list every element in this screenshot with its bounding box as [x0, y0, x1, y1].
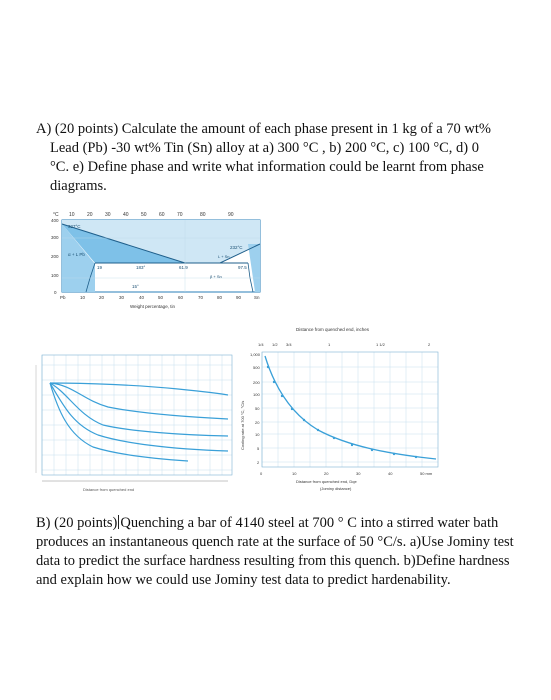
phase-x-tick: Sn	[254, 295, 260, 300]
cooling-y-tick: 100	[253, 392, 260, 397]
cooling-top-label: Distance from quenched end, inches	[296, 327, 370, 332]
phase-y-tick: 200	[51, 254, 59, 259]
phase-y-tick: 100	[51, 273, 59, 278]
eutectic-temp-label: 183°	[136, 265, 146, 270]
phase-top-tick: 90	[228, 212, 234, 218]
question-b	[36, 514, 526, 590]
cooling-point	[371, 449, 373, 451]
cooling-xlabel-2: (Jominy distance)	[320, 486, 352, 491]
phase-x-tick: 60	[178, 295, 184, 300]
phase-top-tick: 30	[105, 212, 111, 218]
beta-sn-label: β + Sn	[210, 274, 222, 279]
cooling-top-tick: 2	[428, 342, 431, 347]
cooling-y-tick: 500	[253, 365, 260, 370]
phase-top-tick: 40	[123, 212, 129, 218]
cooling-top-tick: 1/4	[258, 342, 264, 347]
phase-y-tick: 400	[51, 218, 59, 223]
cooling-point	[267, 366, 269, 368]
cooling-x-tick: 40	[388, 471, 393, 476]
cooling-point	[351, 444, 353, 446]
cooling-y-tick: 200	[253, 380, 260, 385]
cooling-x-tick: 0	[260, 471, 263, 476]
phase-top-tick: 20	[87, 212, 93, 218]
phase-x-tick: 80	[217, 295, 223, 300]
cooling-rate-curve	[265, 356, 436, 459]
question-b-line-4: and explain how we could use Jominy test data to predict hardenability.	[36, 572, 451, 588]
liquidus-left-label: 327°C	[68, 224, 81, 229]
eutectic-right-label: 97.5	[238, 265, 247, 270]
cooling-point	[317, 429, 319, 431]
cooling-y-tick: 50	[255, 406, 260, 411]
phase-top-tick: 80	[200, 212, 206, 218]
cooling-point	[303, 419, 305, 421]
cooling-xlabel: Distance from quenched end, Dqe	[296, 479, 357, 484]
phase-y-tick: 300	[51, 235, 59, 240]
cooling-x-tick: 10	[292, 471, 297, 476]
phase-top-tick: 10	[69, 212, 75, 218]
question-b-line-2: produces an instantaneous quench rate at the surface of 50 °C/s. a)Use Jominy test	[36, 534, 514, 550]
phase-x-tick: 10	[80, 295, 86, 300]
cooling-y-tick: 2	[257, 460, 260, 465]
question-a-line-4: diagrams.	[50, 178, 107, 194]
phase-x-tick: 40	[139, 295, 145, 300]
question-a-line-1: A) (20 points) Calculate the amount of each phase present in 1 kg of a 70 wt%	[36, 121, 492, 137]
liquidus-right-label: 232°C	[230, 245, 243, 250]
eutectic-left-label: 19	[97, 265, 103, 270]
cooling-point	[281, 395, 283, 397]
phase-xlabel: Weight percentage, tin	[130, 304, 175, 309]
cooling-top-tick: 1 1/2	[376, 342, 385, 347]
question-b-line-1-rest: Quenching a bar of 4140 steel at 700 ° C into a stirred water bath	[120, 515, 499, 531]
phase-x-tick: 70	[198, 295, 204, 300]
phase-top-tick: 50	[141, 212, 147, 218]
phase-top-tick: 70	[177, 212, 183, 218]
jominy-hardness-chart	[28, 345, 240, 497]
question-b-points: B) (20 points)	[36, 515, 118, 531]
cooling-left-axis-label: Cooling rate at 700 °C, °C/s	[240, 400, 245, 450]
phase-top-tick: 60	[159, 212, 165, 218]
phase-y-tick: 0	[54, 290, 57, 295]
cooling-top-tick: 1/2	[272, 342, 278, 347]
liquid-sn-label: L + Sn	[218, 254, 230, 259]
jominy-cooling-chart	[238, 322, 443, 497]
hardness-curve-2	[50, 383, 228, 419]
eutectic-point-label: 61.9	[179, 265, 188, 270]
phase-x-tick: 50	[158, 295, 164, 300]
question-a	[36, 120, 520, 196]
question-b-line-3: data to predict the surface hardness resulting from this quench. b)Define hardness	[36, 553, 510, 569]
question-a-line-2: Lead (Pb) -30 wt% Tin (Sn) alloy at a) 300 °C , b) 200 °C, c) 100 °C, d) 0	[50, 140, 479, 156]
phase-x-tick: Pb	[60, 295, 66, 300]
hardness-curve-1	[50, 383, 228, 395]
phase-x-tick: 90	[236, 295, 242, 300]
phase-diagram	[50, 206, 265, 312]
hardness-curve-5	[50, 383, 188, 461]
phase-top-tick: °C	[53, 212, 59, 218]
cooling-grid	[262, 352, 438, 467]
question-a-line-3: °C. e) Define phase and write what information could be learnt from phase	[50, 159, 484, 175]
cooling-point	[291, 408, 293, 410]
cooling-top-tick: 3/4	[286, 342, 292, 347]
bottom-temp-label: 15°	[132, 284, 139, 289]
cooling-point	[273, 381, 275, 383]
phase-x-tick: 20	[99, 295, 105, 300]
cooling-y-tick: 20	[255, 420, 260, 425]
cooling-point	[415, 456, 417, 458]
cooling-x-tick: 30	[356, 471, 361, 476]
cooling-x-tick: 20	[324, 471, 329, 476]
alpha-liquid-label: α + L Pb	[68, 252, 85, 257]
cooling-x-tick: 50 mm	[420, 471, 433, 476]
cooling-y-tick: 1,000	[250, 352, 261, 357]
hardness-xlabel: Distance from quenched end	[83, 487, 135, 492]
cooling-y-tick: 10	[255, 432, 260, 437]
phase-x-tick: 30	[119, 295, 125, 300]
cooling-point	[333, 437, 335, 439]
question-b-line-1	[36, 514, 526, 533]
cooling-y-tick: 5	[257, 446, 260, 451]
cooling-top-tick: 1	[328, 342, 331, 347]
cooling-point	[393, 453, 395, 455]
